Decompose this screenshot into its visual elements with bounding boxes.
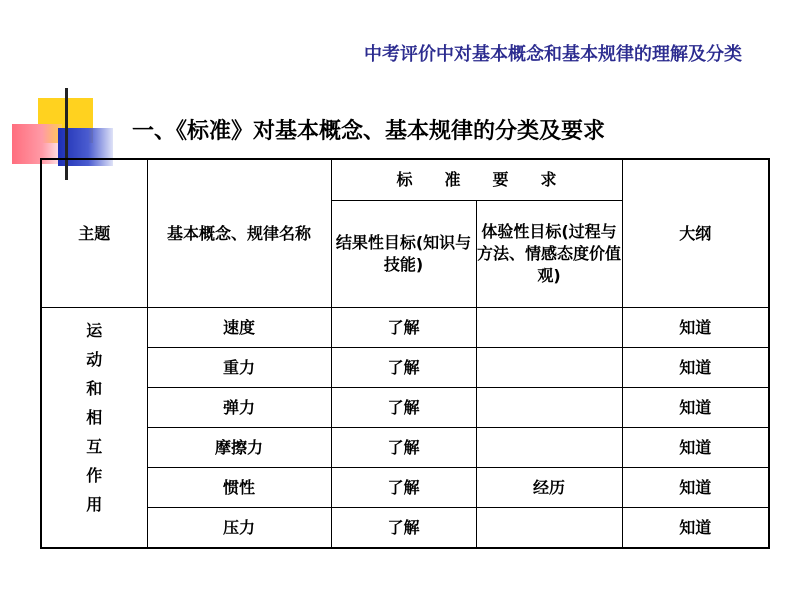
experience-cell [476,308,622,348]
experience-cell: 经历 [476,468,622,508]
topic-char: 和 [86,379,103,398]
syllabus-cell: 知道 [622,388,769,428]
concept-cell: 惯性 [147,468,331,508]
concept-cell: 压力 [147,508,331,549]
topic-char: 相 [86,408,103,427]
syllabus-cell: 知道 [622,508,769,549]
syllabus-cell: 知道 [622,468,769,508]
topic-cell [41,308,147,549]
concept-cell: 摩擦力 [147,428,331,468]
concept-cell: 速度 [147,308,331,348]
topic-char: 互 [86,437,103,456]
header-concept: 基本概念、规律名称 [147,159,331,308]
header-experience-goal: 体验性目标(过程与方法、情感态度价值观) [476,201,622,308]
result-cell: 了解 [331,348,476,388]
result-cell: 了解 [331,508,476,549]
topic-char: 作 [86,466,103,485]
result-cell: 了解 [331,308,476,348]
header-result-goal: 结果性目标(知识与技能) [331,201,476,308]
syllabus-cell: 知道 [622,308,769,348]
concept-cell: 重力 [147,348,331,388]
topic-char: 运 [86,321,103,340]
result-cell: 了解 [331,468,476,508]
section-title: 一、《标准》对基本概念、基本规律的分类及要求 [132,119,606,144]
requirements-table [40,158,770,549]
experience-cell [476,348,622,388]
slide-header-title: 中考评价中对基本概念和基本规律的理解及分类 [364,44,742,65]
topic-char: 动 [86,350,103,369]
syllabus-cell: 知道 [622,428,769,468]
header-standard-requirements: 标 准 要 求 [331,159,622,201]
concept-cell: 弹力 [147,388,331,428]
result-cell: 了解 [331,428,476,468]
topic-char: 用 [86,495,103,514]
experience-cell [476,388,622,428]
experience-cell [476,428,622,468]
experience-cell [476,508,622,549]
header-syllabus: 大纲 [622,159,769,308]
header-topic: 主题 [41,159,147,308]
result-cell: 了解 [331,388,476,428]
syllabus-cell: 知道 [622,348,769,388]
